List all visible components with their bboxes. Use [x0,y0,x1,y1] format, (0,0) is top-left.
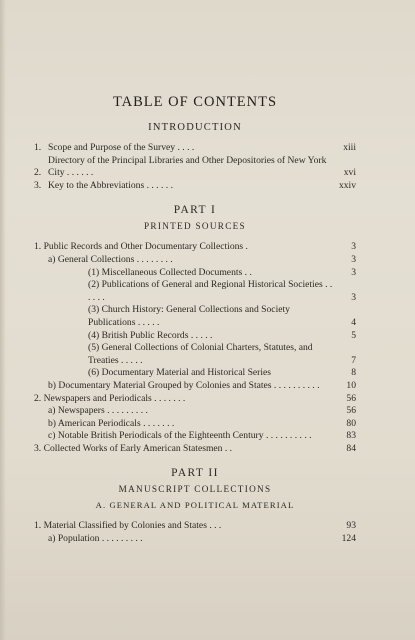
toc-entry [34,367,356,380]
introduction-heading: INTRODUCTION [148,122,242,133]
toc-entry [34,393,356,406]
toc-entry [34,254,356,267]
toc-entry-page: 83 [346,430,356,442]
part2-subsubheading: A. GENERAL AND POLITICAL MATERIAL [95,500,295,511]
toc-entry-label: (3) Church History: General Collections and Society Publications . . . . . [88,304,290,328]
toc-entry-label: (6) Documentary Material and Historical Series [88,367,272,379]
toc-entry-label: b) Documentary Material Grouped by Colonies and States . . . . . . . . . . [48,379,320,391]
introduction-list [34,142,356,192]
toc-entry-page: 5 [351,329,356,341]
toc-entry-label: (1) Miscellaneous Collected Documents . . [88,266,252,278]
toc-entry [34,405,356,418]
toc-entry-number: 3. [34,179,42,191]
toc-entry-label: 2. Newspapers and Periodicals . . . . . . . [34,392,186,404]
toc-entry-label: a) Population . . . . . . . . . [48,533,143,545]
toc-entry [34,430,356,443]
toc-entry [34,180,356,193]
toc-entry [34,533,356,546]
toc-entry-page: xvi [343,167,356,179]
toc-entry-page: 3 [351,253,356,265]
toc-title: TABLE OF CONTENTS [112,94,278,110]
toc-entry-label: 1. Public Records and Other Documentary Collections . [34,241,248,253]
part2-list [34,520,356,545]
toc-entry-label: a) Newspapers . . . . . . . . . [48,405,148,417]
toc-entry-page: 7 [351,354,356,366]
toc-entry-label: Directory of the Principal Libraries and Other Depositories of New York City . . . . . . [48,154,327,179]
toc-entry-label: (4) British Public Records . . . . . [88,329,213,341]
toc-entry-page: 10 [346,379,356,391]
toc-content [34,94,356,550]
toc-entry-page: xxiv [338,179,356,191]
part1-subheading: PRINTED SOURCES [144,221,246,232]
toc-entry-page: 56 [346,405,356,417]
toc-entry-label: b) American Periodicals . . . . . . . [48,417,175,429]
toc-entry [34,520,356,533]
toc-entry-page: 124 [341,533,356,545]
toc-entry [34,418,356,431]
toc-entry-page: 93 [346,520,356,532]
toc-entry [34,142,356,155]
toc-entry [34,241,356,254]
toc-entry [34,380,356,393]
toc-entry-page: 80 [346,417,356,429]
toc-entry-number: 1. [34,142,42,153]
toc-entry-label: 3. Collected Works of Early American Statesmen . . [34,442,233,454]
page-edge-shadow [0,0,6,640]
toc-entry-number: 2. [34,167,42,179]
toc-entry-label: 1. Material Classified by Colonies and States . . . [34,520,222,532]
toc-entry-page: 4 [351,316,356,328]
toc-entry [34,155,356,180]
toc-entry-page: 3 [351,241,356,253]
toc-entry [34,279,356,304]
toc-entry-page: 84 [346,442,356,454]
toc-entry-label: (2) Publications of General and Regional Historical Societies . . . . . . [88,279,333,303]
toc-entry-page: 3 [351,266,356,278]
toc-entry-page: xiii [343,142,356,153]
part1-heading: PART I [173,204,217,217]
toc-entry-page: 8 [351,367,356,379]
toc-entry-page: 3 [351,291,356,303]
toc-entry [34,342,356,367]
toc-entry-label: (5) General Collections of Colonial Charters, Statutes, and Treaties . . . . . [88,342,313,366]
toc-entry-label: a) General Collections . . . . . . . . [48,253,173,265]
toc-entry-label: c) Notable British Periodicals of the Eighteenth Century . . . . . . . . . . [48,430,312,442]
toc-entry-label: Scope and Purpose of the Survey . . . . [48,142,195,153]
part2-heading: PART II [171,467,219,480]
toc-entry [34,304,356,329]
toc-entry [34,267,356,280]
toc-entry [34,330,356,343]
toc-entry-page: 56 [346,392,356,404]
part2-subheading: MANUSCRIPT COLLECTIONS [118,484,272,495]
toc-entry-label: Key to the Abbreviations . . . . . . [48,179,173,191]
part1-list [34,241,356,455]
toc-entry [34,443,356,456]
